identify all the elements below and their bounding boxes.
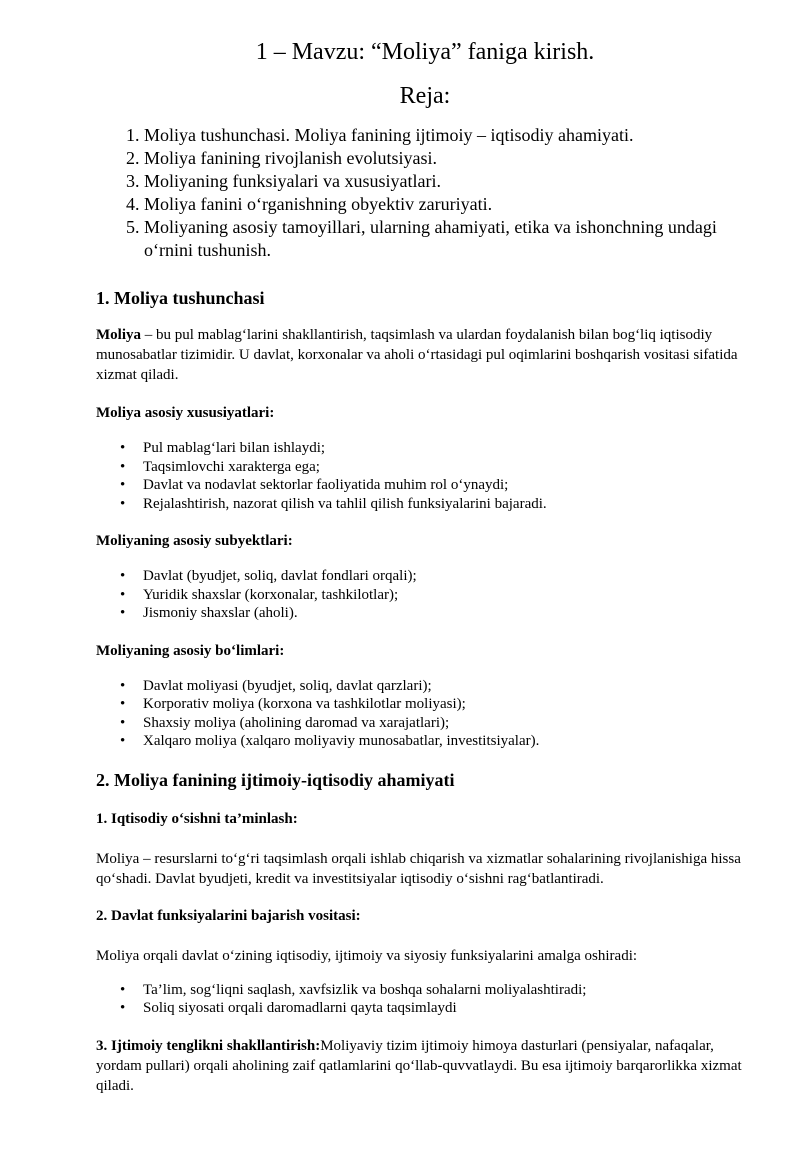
document-page	[0, 38, 800, 1169]
list-item: • Jismoniy shaxslar (aholi).	[120, 604, 754, 623]
subjects-heading: Moliyaning asosiy subyektlari:	[96, 533, 293, 549]
subsection-paragraph	[96, 1036, 754, 1096]
list-item: • Davlat moliyasi (byudjet, soliq, davlat qarzlari);	[120, 677, 754, 696]
plan-heading: Reja:	[399, 83, 451, 109]
list-item: • Ta’lim, sog‘liqni saqlash, xavfsizlik va boshqa sohalarni moliyalashtiradi;	[120, 981, 754, 1000]
list-item: • Rejalashtirish, nazorat qilish va tahlil qilish funksiyalarini bajaradi.	[120, 495, 754, 514]
list-item: • Pul mablag‘lari bilan ishlaydi;	[120, 439, 754, 458]
branches-heading: Moliyaning asosiy bo‘limlari:	[96, 642, 285, 659]
features-heading: Moliya asosiy xususiyatlari:	[96, 405, 275, 421]
plan-item: 3. Moliyaning funksiyalari va xususiyatlari.	[144, 170, 754, 193]
list-item: • Shaxsiy moliya (aholining daromad va xarajatlari);	[120, 714, 754, 733]
definition-paragraph	[96, 325, 754, 385]
list-item: • Korporativ moliya (korxona va tashkilotlar moliyasi);	[120, 695, 754, 714]
list-item: • Davlat (byudjet, soliq, davlat fondlari orqali);	[120, 567, 754, 586]
list-item: • Yuridik shaxslar (korxonalar, tashkilotlar);	[120, 586, 754, 605]
list-item: • Davlat va nodavlat sektorlar faoliyatida muhim rol o‘ynaydi;	[120, 476, 754, 495]
section-heading: 2. Moliya fanining ijtimoiy-iqtisodiy ahamiyati	[96, 769, 455, 790]
plan-item: 1. Moliya tushunchasi. Moliya fanining ijtimoiy – iqtisodiy ahamiyati.	[144, 124, 754, 147]
document-title: 1 – Mavzu: “Moliya” faniga kirish.	[255, 39, 595, 65]
list-item: • Taqsimlovchi xarakterga ega;	[120, 458, 754, 477]
plan-list	[96, 124, 754, 262]
plan-item: 4. Moliya fanini o‘rganishning obyektiv zaruriyati.	[144, 193, 754, 216]
subsection-heading: 3. Ijtimoiy tenglikni shakllantirish:	[96, 1037, 321, 1054]
subsection-heading: 1. Iqtisodiy o‘sishni ta’minlash:	[96, 810, 298, 827]
subjects-list	[96, 567, 754, 623]
section-heading: 1. Moliya tushunchasi	[96, 288, 265, 308]
definition-term: Moliya	[96, 327, 141, 343]
features-list	[96, 439, 754, 513]
branches-list	[96, 677, 754, 751]
plan-item: 2. Moliya fanining rivojlanish evolutsiyasi.	[144, 147, 754, 170]
subsection-heading: 2. Davlat funksiyalarini bajarish vositasi:	[96, 907, 361, 924]
subsection-paragraph: Moliya – resurslarni to‘g‘ri taqsimlash orqali ishlab chiqarish va xizmatlar sohalarining rivojlanishiga hissa qo‘shadi. Davlat byudjeti, kredit va investitsiyalar iqtisodiy o‘sishni rag‘batlantiradi.	[96, 850, 741, 887]
definition-text: – bu pul mablag‘larini shakllantirish, taqsimlash va ulardan foydalanish bilan bog‘liq iqtisodiy munosabatlar tizimidir. U davlat, korxonalar va aholi o‘rtasidagi pul oqimlarini boshqarish vositasi sifatida xizmat qiladi.	[96, 327, 738, 383]
subsection-text: Moliyaviy tizim ijtimoiy himoya dasturlari (pensiyalar, nafaqalar, yordam pullari) orqali aholining zaif qatlamlarini qo‘llab-quvvatlaydi. Bu esa ijtimoiy barqarorlikka xizmat qiladi.	[96, 1037, 742, 1094]
list-item: • Soliq siyosati orqali daromadlarni qayta taqsimlaydi	[120, 999, 754, 1018]
functions-list	[96, 981, 754, 1018]
plan-item: 5. Moliyaning asosiy tamoyillari, ularning ahamiyati, etika va ishonchning undagi o‘rnini tushunish.	[144, 216, 754, 262]
list-item: • Xalqaro moliya (xalqaro moliyaviy munosabatlar, investitsiyalar).	[120, 732, 754, 751]
subsection-paragraph: Moliya orqali davlat o‘zining iqtisodiy, ijtimoiy va siyosiy funksiyalarini amalga oshiradi:	[96, 947, 638, 964]
